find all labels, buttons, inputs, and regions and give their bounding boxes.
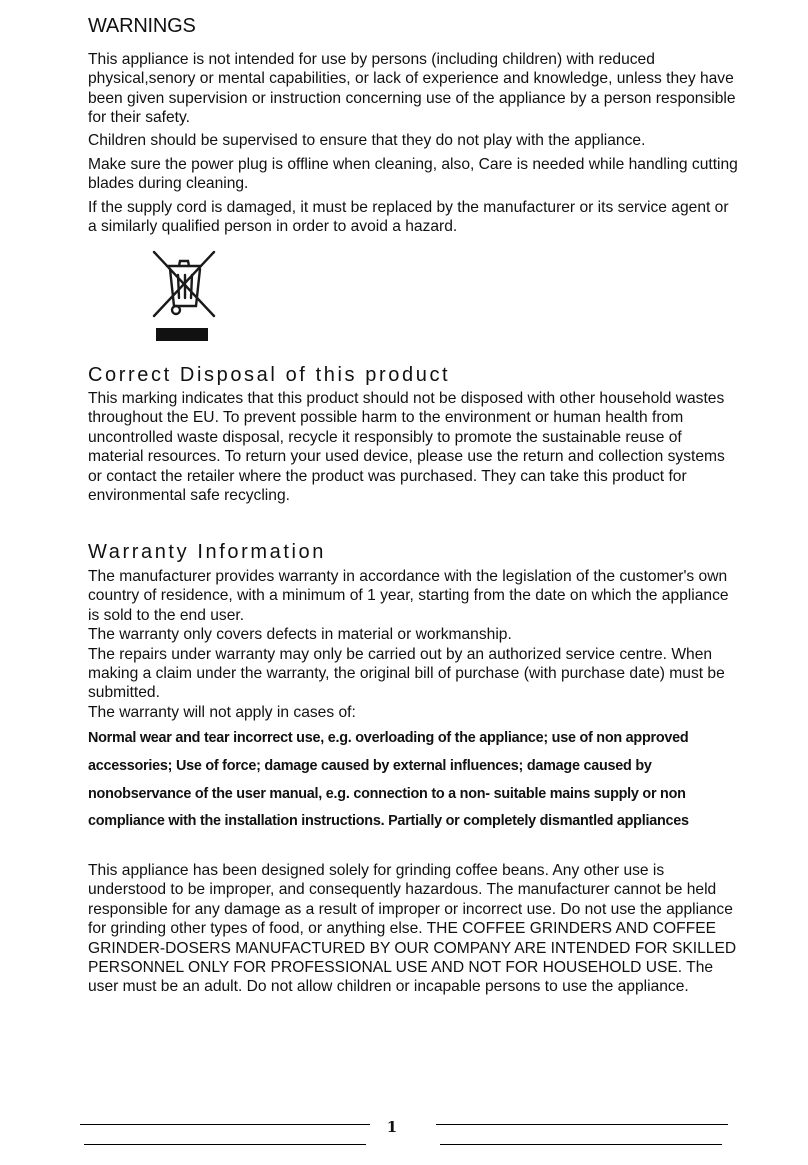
footer-rule-right-bottom [440, 1144, 722, 1145]
warnings-paragraph-children: Children should be supervised to ensure that they do not play with the appliance. [88, 132, 646, 149]
footer-rule-left-top [80, 1124, 370, 1125]
warnings-paragraph-supervision: This appliance is not intended for use by persons (including children) with reduced physical,senory or mental capabilities, or lack of experience and knowledge, unless they have been given supervision or instruction concerning use of the appliance by a person responsible for their safety. [88, 51, 736, 127]
footer-rule-left-bottom [84, 1144, 366, 1145]
disposal-heading: Correct Disposal of this product [88, 364, 451, 386]
disposal-paragraph: This marking indicates that this product should not be disposed with other household wastes throughout the EU. To prevent possible harm to the environment or human health from uncontrolled waste disposal, recycle it responsibly to promote the sustainable reuse of material resources. To return your used device, please use the return and collection systems or contact the retailer where the product was purchased. They can take this product for environmental safe recycling. [88, 390, 725, 505]
warranty-paragraph: The manufacturer provides warranty in accordance with the legislation of the customer's own country of residence, with a minimum of 1 year, starting from the date on which the appliance is sold to the end user. The warranty only covers defects in material or workmanship. The repairs under warranty may only be carried out by an authorized service centre. When making a claim under the warranty, the original bill of purchase (with purchase date) must be submitted. The warranty will not apply in cases of: [88, 568, 729, 721]
warnings-paragraph-cleaning: Make sure the power plug is offline when cleaning, also, Care is needed while handling cutting blades during cleaning. [88, 156, 738, 193]
footer-rule-right-top [436, 1124, 728, 1125]
warranty-exclusions: Normal wear and tear incorrect use, e.g. overloading of the appliance; use of non approved accessories; Use of force; damage caused by external influences; damage caused by nonobservance of the user manual, e.g. connection to a non- suitable mains supply or non compliance with the installation instructions. Partially or completely dismantled appliances [88, 730, 689, 830]
page-number: 1 [386, 1118, 398, 1136]
intended-use-paragraph: This appliance has been designed solely for grinding coffee beans. Any other use is understood to be improper, and consequently hazardous. The manufacturer cannot be held responsible for any damage as a result of improper or incorrect use. Do not use the appliance for grinding other types of food, or anything else. THE COFFEE GRINDERS AND COFFEE GRINDER-DOSERS MANUFACTURED BY OUR COMPANY ARE INTENDED FOR SKILLED PERSONNEL ONLY FOR PROFESSIONAL USE AND NOT FOR HOUSEHOLD USE. The user must be an adult. Do not allow children or incapable persons to use the appliance. [88, 862, 737, 996]
warranty-heading: Warranty Information [88, 541, 326, 563]
crossed-out-wheelie-bin-icon [150, 248, 218, 344]
warnings-paragraph-supply-cord: If the supply cord is damaged, it must be replaced by the manufacturer or its service agent or a similarly qualified person in order to avoid a hazard. [88, 199, 729, 236]
warnings-heading: WARNINGS [88, 15, 196, 37]
